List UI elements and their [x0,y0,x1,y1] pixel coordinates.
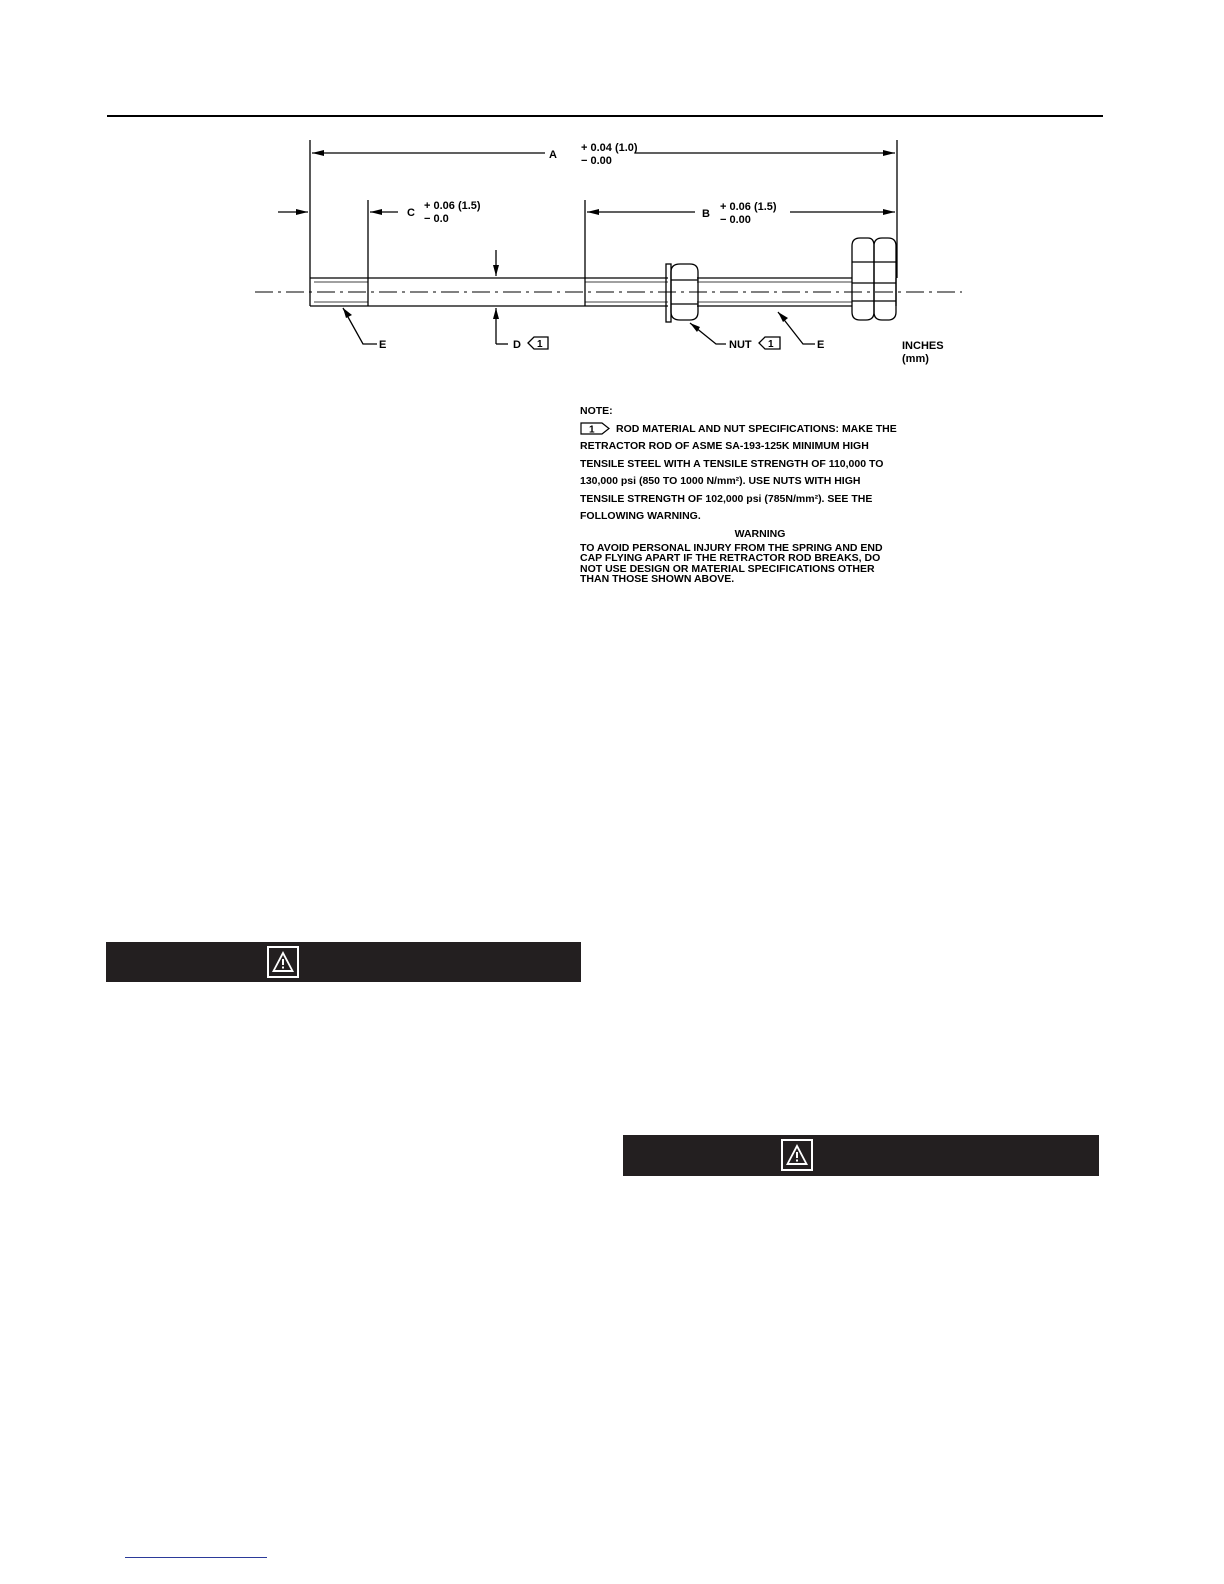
note-ref-tag-icon [580,422,610,435]
note-text-1: ROD MATERIAL AND NUT SPECIFICATIONS: MAKE THE [616,422,897,435]
note-warning-line-4: THAN THOSE SHOWN ABOVE. [580,573,735,585]
callout-nut: NUT [729,339,752,351]
arrow-c-outer [296,209,308,215]
arrow-c-left [370,209,382,215]
note-warning-line-3: NOT USE DESIGN OR MATERIAL SPECIFICATIONS OTHER [580,562,875,575]
arrow-d-bottom [493,308,499,319]
callout-nut-ref: 1 [768,339,774,350]
callout-d-ref: 1 [537,339,543,350]
units-inches: INCHES [902,340,944,352]
callout-e-left: E [379,339,387,351]
note-line-1 [580,421,940,439]
dim-b-plus: + 0.06 (1.5) [720,201,777,213]
arrow-a-left [312,150,324,156]
arrow-a-right [883,150,895,156]
note-warning-title: WARNING [734,527,786,540]
arrow-b-right [883,209,895,215]
dim-c-minus: − 0.0 [424,213,449,225]
dim-c-plus: + 0.06 (1.5) [424,200,481,212]
dim-a-plus: + 0.04 (1.0) [581,142,638,154]
dim-a-minus: − 0.00 [581,155,612,167]
arrow-d-top [493,265,499,276]
jam-nut-1 [852,238,874,320]
note-line-6: FOLLOWING WARNING. [580,510,701,522]
svg-text:1: 1 [589,424,595,436]
note-line-2: RETRACTOR ROD OF ASME SA-193-125K MINIMUM HIGH [580,440,869,452]
warning-bar-left [106,942,581,982]
arrow-b-left [587,209,599,215]
jam-nut-2 [874,238,896,320]
note-line-3: TENSILE STEEL WITH A TENSILE STRENGTH OF 110,000 TO [580,457,884,470]
dim-b-minus: − 0.00 [720,214,751,226]
note-warning-line-2: CAP FLYING APART IF THE RETRACTOR ROD BREAKS, DO [580,552,881,564]
callout-e-right: E [817,339,825,351]
washer [666,264,671,322]
note-line-5: TENSILE STRENGTH OF 102,000 psi (785N/mm²). SEE THE [580,492,873,505]
dim-a-letter: A [549,149,557,161]
warning-bar-right [623,1135,1099,1176]
units-mm: (mm) [902,353,929,365]
arrow-e-right [778,312,788,322]
note-warning-line-1: TO AVOID PERSONAL INJURY FROM THE SPRING AND END [580,541,883,554]
dim-b-letter: B [702,208,710,220]
callout-d: D [513,339,521,351]
note-header: NOTE: [580,405,613,417]
warning-triangle-icon [781,1139,813,1171]
dim-c-letter: C [407,207,415,219]
figure-note [580,403,940,585]
warning-triangle-icon [267,946,299,978]
note-line-4: 130,000 psi (850 TO 1000 N/mm²). USE NUTS WITH HIGH [580,475,861,487]
footer-link-underline[interactable] [125,1557,267,1558]
arrow-e-left [343,308,352,318]
